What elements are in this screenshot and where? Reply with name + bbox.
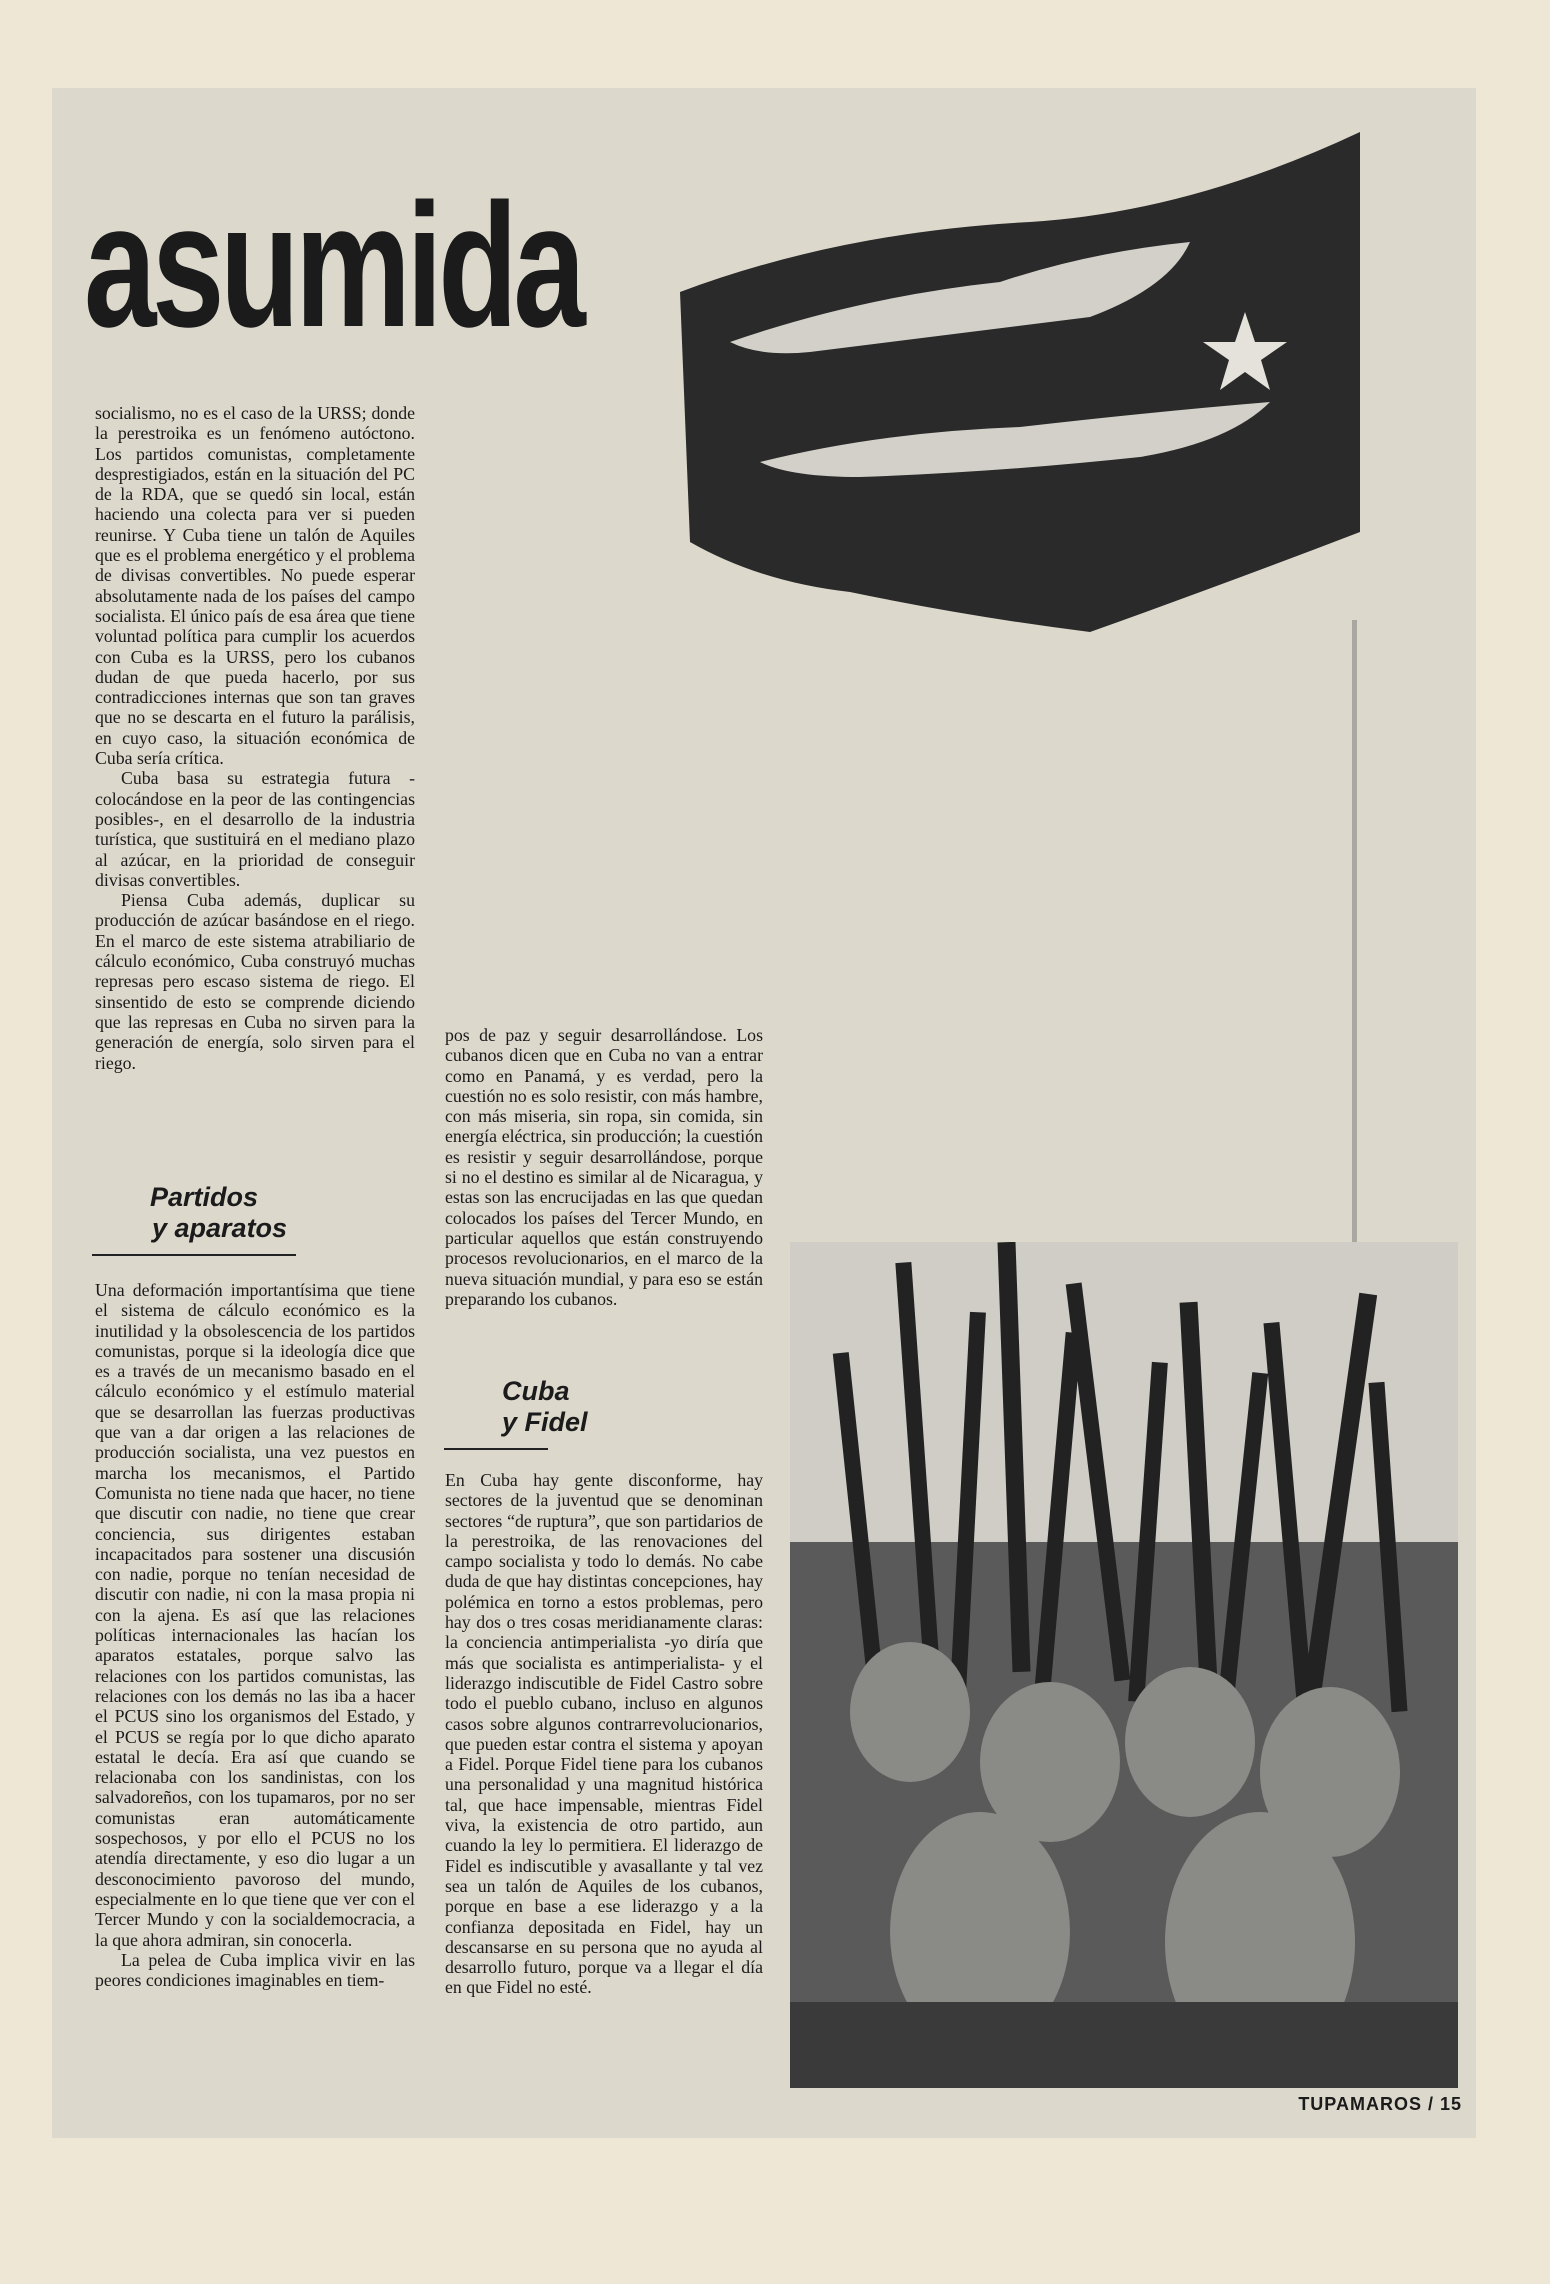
headline: asumida xyxy=(84,168,582,364)
subheading-line: y aparatos xyxy=(152,1213,288,1243)
subheading-line: Cuba xyxy=(502,1376,570,1406)
column-1b-text xyxy=(95,1280,415,1990)
cuban-flag-photo xyxy=(670,112,1380,642)
column-2b-text xyxy=(445,1470,763,1998)
paragraph: socialismo, no es el caso de la URSS; donde la perestroika es un fenómeno autóctono. Los partidos comunistas, completamente desprestigiados, están en la situación del PC de la RDA, que se quedó sin local, están haciendo una colecta para ver si pueden reunirse. Y Cuba tiene un talón de Aquiles que es el problema energético y el problema de divisas convertibles. No puede esperar absolutamente nada de los países del campo socialista. El único país de esa área que tiene voluntad política para cumplir los acuerdos con Cuba es la URSS, pero los cubanos dudan de que pueda hacerlo, por sus contradicciones internas que son tan graves que no se descarta en el futuro la parálisis, en cuyo caso, la situación económica de Cuba sería crítica. xyxy=(95,403,415,769)
paragraph: En Cuba hay gente disconforme, hay sectores de la juventud que se denominan sectores “de ruptura”, que son partidarios de la perestroika, de las renovaciones del campo socialista y todo lo demás. No cabe duda de que hay distintas concepciones, hay polémica en torno a estos problemas, pero hay dos o tres cosas meridianamente claras: la conciencia antimperialista -yo diría que más que socialista es antimperialista- y el liderazgo indiscutible de Fidel Castro sobre todo el pueblo cubano, incluso en algunos casos sobre algunos contrarrevolucionarios, que pueden estar contra el sistema y apoyan a Fidel. Porque Fidel tiene para los cubanos una personalidad y una magnitud histórica tal, que hace impensable, mientras Fidel viva, la existencia de otro partido, aun cuando la ley lo permitiera. El liderazgo de Fidel es indiscutible y avasallante y tal vez sea un talón de Aquiles de los cubanos, porque en base a ese liderazgo y a la confianza depositada en Fidel, hay un descansarse en su persona que no ayuda al desarrollo futuro, porque va a llegar el día en que Fidel no esté. xyxy=(445,1470,763,1998)
column-2-text xyxy=(445,1025,763,1309)
paragraph: La pelea de Cuba implica vivir en las peores condiciones imaginables en tiem- xyxy=(95,1949,415,1991)
subheading-cuba-fidel xyxy=(502,1376,588,1438)
subheading-rule xyxy=(92,1254,296,1256)
subheading-partidos xyxy=(150,1182,287,1244)
subheading-rule xyxy=(444,1448,548,1450)
paragraph: Piensa Cuba además, duplicar su producción de azúcar basándose en el riego. En el marco de este sistema atrabiliario de cálculo económico, Cuba construyó muchas represas pero escaso sistema de riego. El sinsentido de esto se comprende diciendo que las represas en Cuba no sirven para la generación de energía, solo sirven para el riego. xyxy=(95,890,415,1073)
flag-pole xyxy=(1352,620,1357,1260)
paragraph: Cuba basa su estrategia futura -colocándose en la peor de las contingencias posibles-, en el desarrollo de la industria turística, que sustituirá en el mediano plazo al azúcar, en la prioridad de conseguir divisas convertibles. xyxy=(95,768,415,890)
page-footer: TUPAMAROS / 15 xyxy=(1298,2094,1462,2114)
subheading-line: Partidos xyxy=(150,1182,259,1212)
paragraph: Una deformación importantísima que tiene el sistema de cálculo económico es la inutilidad y la obsolescencia de los partidos comunistas, porque si la ideología dice que es a través de un mecanismo basado en el cálculo económico y el estímulo material que se desarrollan las fuerzas productivas que van a dar origen a las relaciones de producción socialista, una vez puestos en marcha los mecanismos, el Partido Comunista no tiene nada que hacer, no tiene que discutir con nadie, no tiene que crear conciencia, sus dirigentes estaban incapacitados para sostener una discusión con nadie, porque no tenían necesidad de discutir con nadie, ni con la masa propia ni con la ajena. Es así que las relaciones políticas internacionales las hacían los aparatos estatales, porque salvo las relaciones con los partidos comunistas, las relaciones con los demás no las iba a hacer el PCUS sino los organismos del Estado, y el PCUS se regía por lo que dicho aparato estatal le decía. Era así que cuando se relacionaba con los sandinistas, con los salvadoreños, con los tupamaros, por no ser comunistas eran automáticamente sospechosos, y por ello el PCUS no los atendía directamente, y eso dio lugar a un desconocimiento pavoroso del mundo, especialmente en lo que tiene que ver con el Tercer Mundo y con la socialdemocracia, a la que ahora admiran, sin conocerla. xyxy=(95,1280,415,1950)
paragraph: pos de paz y seguir desarrollándose. Los cubanos dicen que en Cuba no van a entrar como en Panamá, y es verdad, pero la cuestión no es solo resistir, con más hambre, con más miseria, sin ropa, sin comida, sin energía eléctrica, sin producción; la cuestión es resistir y seguir desarrollándose, porque si no el destino es similar al de Nicaragua, y estas son las encrucijadas en las que quedan colocados los países del Tercer Mundo, en particular aquellos que están construyendo procesos revolucionarios, en el marco de la nueva situación mundial, y para eso se están preparando los cubanos. xyxy=(445,1025,763,1309)
column-1-text xyxy=(95,403,415,1073)
subheading-line: y Fidel xyxy=(502,1407,588,1437)
armed-crowd-photo xyxy=(790,1242,1458,2088)
